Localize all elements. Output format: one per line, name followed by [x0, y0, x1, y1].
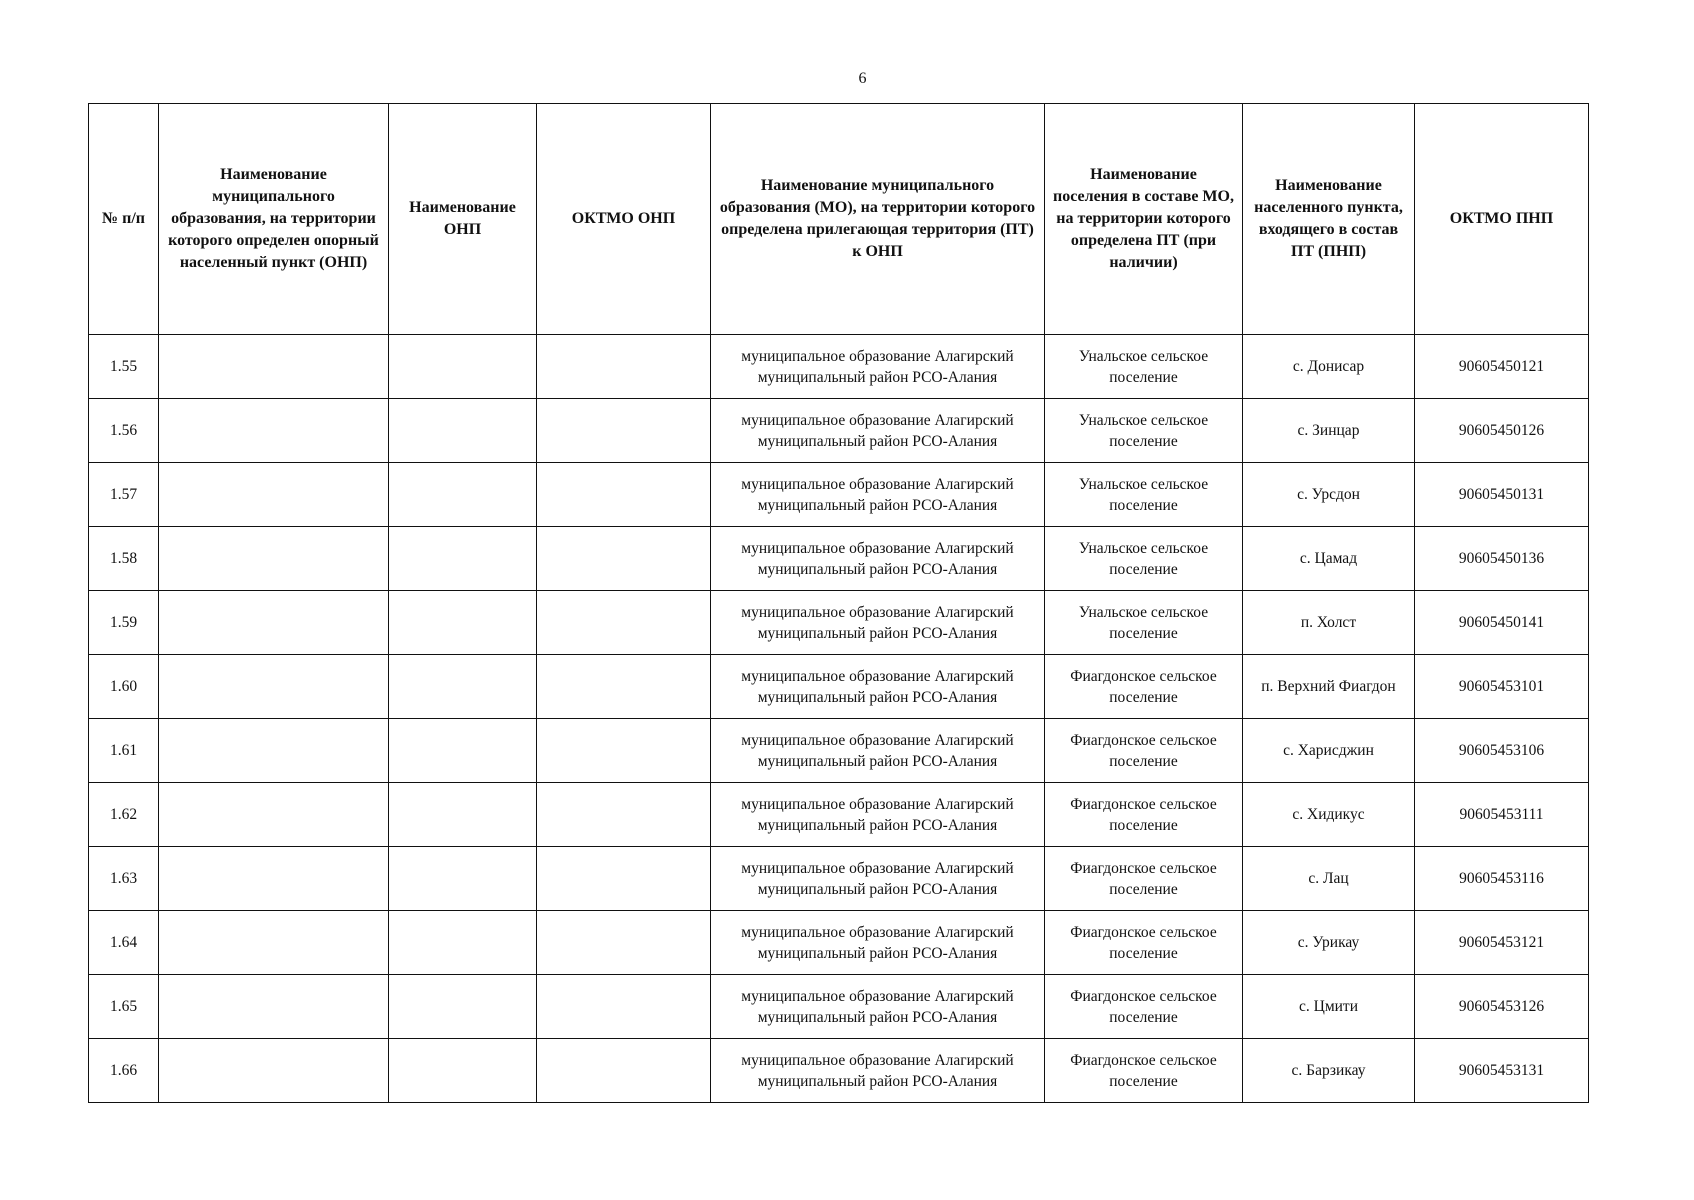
cell-settlement-pt: Фиагдонское сельское поселение [1045, 847, 1243, 911]
cell-municipality-onp [159, 335, 389, 399]
cell-oktmo-onp [537, 527, 711, 591]
header-municipality-onp: Наименование муниципального образования, на территории которого определен опорный населенный пункт (ОНП) [159, 104, 389, 335]
cell-municipality-onp [159, 463, 389, 527]
cell-onp-name [389, 399, 537, 463]
table-row [89, 719, 1589, 783]
cell-oktmo-onp [537, 463, 711, 527]
cell-municipality-pt: муниципальное образование Алагирский муниципальный район РСО-Алания [711, 1039, 1045, 1103]
cell-municipality-onp [159, 975, 389, 1039]
table-row [89, 463, 1589, 527]
header-oktmo-onp: ОКТМО ОНП [537, 104, 711, 335]
cell-oktmo-pnp: 90605450131 [1415, 463, 1589, 527]
header-onp-name: Наименование ОНП [389, 104, 537, 335]
cell-municipality-onp [159, 911, 389, 975]
cell-pnp-name: с. Урсдон [1243, 463, 1415, 527]
cell-municipality-pt: муниципальное образование Алагирский муниципальный район РСО-Алания [711, 911, 1045, 975]
cell-row-number: 1.56 [89, 399, 159, 463]
table-row [89, 975, 1589, 1039]
cell-oktmo-pnp: 90605453126 [1415, 975, 1589, 1039]
cell-oktmo-pnp: 90605450141 [1415, 591, 1589, 655]
cell-row-number: 1.59 [89, 591, 159, 655]
cell-onp-name [389, 1039, 537, 1103]
cell-municipality-pt: муниципальное образование Алагирский муниципальный район РСО-Алания [711, 399, 1045, 463]
cell-municipality-pt: муниципальное образование Алагирский муниципальный район РСО-Алания [711, 783, 1045, 847]
cell-settlement-pt: Фиагдонское сельское поселение [1045, 911, 1243, 975]
table-row [89, 1039, 1589, 1103]
table-row [89, 911, 1589, 975]
cell-pnp-name: с. Урикау [1243, 911, 1415, 975]
cell-oktmo-pnp: 90605453131 [1415, 1039, 1589, 1103]
cell-row-number: 1.60 [89, 655, 159, 719]
cell-onp-name [389, 655, 537, 719]
cell-municipality-onp [159, 399, 389, 463]
cell-settlement-pt: Унальское сельское поселение [1045, 463, 1243, 527]
cell-oktmo-onp [537, 399, 711, 463]
cell-onp-name [389, 847, 537, 911]
table-header-row [89, 104, 1589, 335]
cell-onp-name [389, 463, 537, 527]
cell-onp-name [389, 591, 537, 655]
cell-municipality-onp [159, 527, 389, 591]
cell-settlement-pt: Унальское сельское поселение [1045, 399, 1243, 463]
cell-pnp-name: с. Харисджин [1243, 719, 1415, 783]
cell-onp-name [389, 335, 537, 399]
cell-onp-name [389, 911, 537, 975]
cell-municipality-pt: муниципальное образование Алагирский муниципальный район РСО-Алания [711, 719, 1045, 783]
cell-row-number: 1.55 [89, 335, 159, 399]
cell-row-number: 1.63 [89, 847, 159, 911]
cell-settlement-pt: Унальское сельское поселение [1045, 527, 1243, 591]
cell-oktmo-pnp: 90605450136 [1415, 527, 1589, 591]
cell-municipality-pt: муниципальное образование Алагирский муниципальный район РСО-Алания [711, 527, 1045, 591]
table-row [89, 399, 1589, 463]
settlements-table [88, 103, 1589, 1103]
cell-settlement-pt: Фиагдонское сельское поселение [1045, 975, 1243, 1039]
header-number: № п/п [89, 104, 159, 335]
cell-pnp-name: п. Верхний Фиагдон [1243, 655, 1415, 719]
cell-onp-name [389, 527, 537, 591]
cell-oktmo-onp [537, 1039, 711, 1103]
header-municipality-pt: Наименование муниципального образования (МО), на территории которого определена прилегающая территория (ПТ) к ОНП [711, 104, 1045, 335]
cell-pnp-name: с. Зинцар [1243, 399, 1415, 463]
cell-onp-name [389, 975, 537, 1039]
cell-municipality-pt: муниципальное образование Алагирский муниципальный район РСО-Алания [711, 975, 1045, 1039]
cell-municipality-pt: муниципальное образование Алагирский муниципальный район РСО-Алания [711, 335, 1045, 399]
cell-oktmo-pnp: 90605450121 [1415, 335, 1589, 399]
cell-oktmo-onp [537, 655, 711, 719]
cell-oktmo-pnp: 90605453111 [1415, 783, 1589, 847]
cell-municipality-pt: муниципальное образование Алагирский муниципальный район РСО-Алания [711, 463, 1045, 527]
cell-oktmo-pnp: 90605453106 [1415, 719, 1589, 783]
cell-pnp-name: с. Барзикау [1243, 1039, 1415, 1103]
cell-municipality-onp [159, 655, 389, 719]
cell-onp-name [389, 783, 537, 847]
cell-municipality-onp [159, 847, 389, 911]
cell-municipality-pt: муниципальное образование Алагирский муниципальный район РСО-Алания [711, 655, 1045, 719]
cell-row-number: 1.62 [89, 783, 159, 847]
header-settlement-pt: Наименование поселения в составе МО, на территории которого определена ПТ (при наличии) [1045, 104, 1243, 335]
cell-settlement-pt: Фиагдонское сельское поселение [1045, 655, 1243, 719]
cell-oktmo-onp [537, 847, 711, 911]
cell-pnp-name: п. Холст [1243, 591, 1415, 655]
cell-row-number: 1.65 [89, 975, 159, 1039]
cell-oktmo-onp [537, 911, 711, 975]
cell-oktmo-onp [537, 591, 711, 655]
cell-settlement-pt: Фиагдонское сельское поселение [1045, 1039, 1243, 1103]
table-row [89, 527, 1589, 591]
cell-pnp-name: с. Лац [1243, 847, 1415, 911]
table-row [89, 655, 1589, 719]
cell-row-number: 1.64 [89, 911, 159, 975]
table-body [89, 335, 1589, 1103]
cell-municipality-pt: муниципальное образование Алагирский муниципальный район РСО-Алания [711, 591, 1045, 655]
cell-oktmo-onp [537, 783, 711, 847]
cell-pnp-name: с. Цмити [1243, 975, 1415, 1039]
cell-pnp-name: с. Цамад [1243, 527, 1415, 591]
cell-settlement-pt: Фиагдонское сельское поселение [1045, 719, 1243, 783]
cell-oktmo-onp [537, 719, 711, 783]
page-number: 6 [858, 70, 867, 87]
cell-row-number: 1.66 [89, 1039, 159, 1103]
cell-municipality-onp [159, 783, 389, 847]
table-row [89, 783, 1589, 847]
cell-municipality-onp [159, 1039, 389, 1103]
cell-settlement-pt: Унальское сельское поселение [1045, 335, 1243, 399]
cell-onp-name [389, 719, 537, 783]
cell-oktmo-pnp: 90605453101 [1415, 655, 1589, 719]
cell-oktmo-onp [537, 975, 711, 1039]
cell-pnp-name: с. Хидикус [1243, 783, 1415, 847]
table-row [89, 335, 1589, 399]
cell-oktmo-onp [537, 335, 711, 399]
cell-oktmo-pnp: 90605450126 [1415, 399, 1589, 463]
cell-row-number: 1.57 [89, 463, 159, 527]
header-oktmo-pnp: ОКТМО ПНП [1415, 104, 1589, 335]
cell-row-number: 1.61 [89, 719, 159, 783]
cell-settlement-pt: Унальское сельское поселение [1045, 591, 1243, 655]
cell-oktmo-pnp: 90605453116 [1415, 847, 1589, 911]
cell-row-number: 1.58 [89, 527, 159, 591]
table-row [89, 591, 1589, 655]
cell-settlement-pt: Фиагдонское сельское поселение [1045, 783, 1243, 847]
cell-municipality-onp [159, 719, 389, 783]
cell-oktmo-pnp: 90605453121 [1415, 911, 1589, 975]
table-row [89, 847, 1589, 911]
cell-pnp-name: с. Донисар [1243, 335, 1415, 399]
header-pnp-name: Наименование населенного пункта, входящего в состав ПТ (ПНП) [1243, 104, 1415, 335]
cell-municipality-pt: муниципальное образование Алагирский муниципальный район РСО-Алания [711, 847, 1045, 911]
cell-municipality-onp [159, 591, 389, 655]
